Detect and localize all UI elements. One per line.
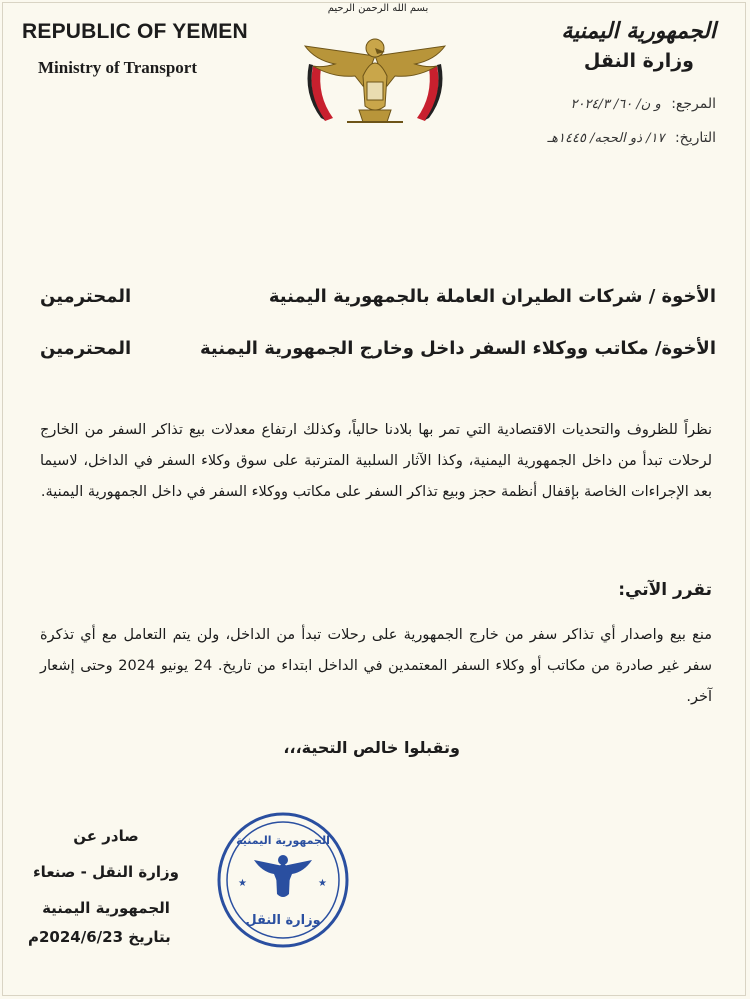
addressee-honorific: المحترمين xyxy=(40,286,132,307)
stamp-bottom-text: وزارة النقل xyxy=(245,913,321,928)
ministry-stamp xyxy=(214,810,352,950)
addressee-line xyxy=(40,338,716,364)
reference-label: المرجع: xyxy=(671,96,716,112)
body-paragraph: نظراً للظروف والتحديات الاقتصادية التي تمر بها بلادنا حالياً، وكذلك ارتفاع معدلات بيع تذاكر السفر من الخارج لرحلات تبدأ من داخل الجمهورية اليمنية، وكذا الآثار السلبية المترتبة على سوق وكلاء السفر في الداخل، لاسيما بعد الإجراءات الخاصة بإقفال أنظمة حجز وبيع تذاكر السفر على مكاتب ووكلاء السفر في داخل الجمهورية اليمنية. xyxy=(40,422,712,500)
addressee-honorific: المحترمين xyxy=(40,338,132,359)
arabic-country-name: الجمهورية اليمنية xyxy=(561,18,716,44)
decision-paragraph: منع بيع واصدار أي تذاكر سفر من خارج الجمهورية على رحلات تبدأ من الداخل، ولن يتم التعامل مع أي تذكرة سفر غير صادرة من مكاتب أو وكلاء السفر المعتمدين في الداخل ابتداء من تاريخ. 24 يونيو 2024 وحتى إشعار آخر. xyxy=(40,627,712,705)
arabic-header xyxy=(486,18,716,72)
addressee-to: الأخوة/ مكاتب ووكلاء السفر داخل وخارج الجمهورية اليمنية xyxy=(199,338,716,359)
stamp-star: ★ xyxy=(238,878,247,889)
issue-date: بتاريخ 2024/6/23م xyxy=(28,928,171,946)
issuer-line: الجمهورية اليمنية xyxy=(42,899,170,917)
decision-heading: تقرر الآتي: xyxy=(618,580,712,600)
stamp-top-text: الجمهورية اليمنية xyxy=(236,834,330,847)
issuer-block xyxy=(6,818,206,926)
basmala: بسم الله الرحمن الرحيم xyxy=(327,3,429,14)
closing-greeting: وتقبلوا خالص التحية،،، xyxy=(283,738,460,757)
reference-line xyxy=(570,96,716,112)
addressee-to: الأخوة / شركات الطيران العاملة بالجمهورية اليمنية xyxy=(268,286,716,307)
date-line xyxy=(547,130,716,146)
stamp-star: ★ xyxy=(318,878,327,889)
english-country-name: REPUBLIC OF YEMEN xyxy=(22,20,248,43)
date-value: ١٧/ ذو الحجه/ ١٤٤٥هـ xyxy=(547,131,665,146)
arabic-ministry-name: وزارة النقل xyxy=(583,50,694,72)
yemen-eagle-emblem xyxy=(285,26,465,134)
english-ministry-name: Ministry of Transport xyxy=(38,58,197,77)
issuer-line: وزارة النقل - صنعاء xyxy=(33,863,179,881)
date-label: التاريخ: xyxy=(674,130,716,146)
reference-value: و ن/ ٦٠/ ٢٠٢٤/٣ xyxy=(570,97,661,112)
addressee-line xyxy=(40,286,716,312)
issuer-line: صادر عن xyxy=(73,827,139,845)
